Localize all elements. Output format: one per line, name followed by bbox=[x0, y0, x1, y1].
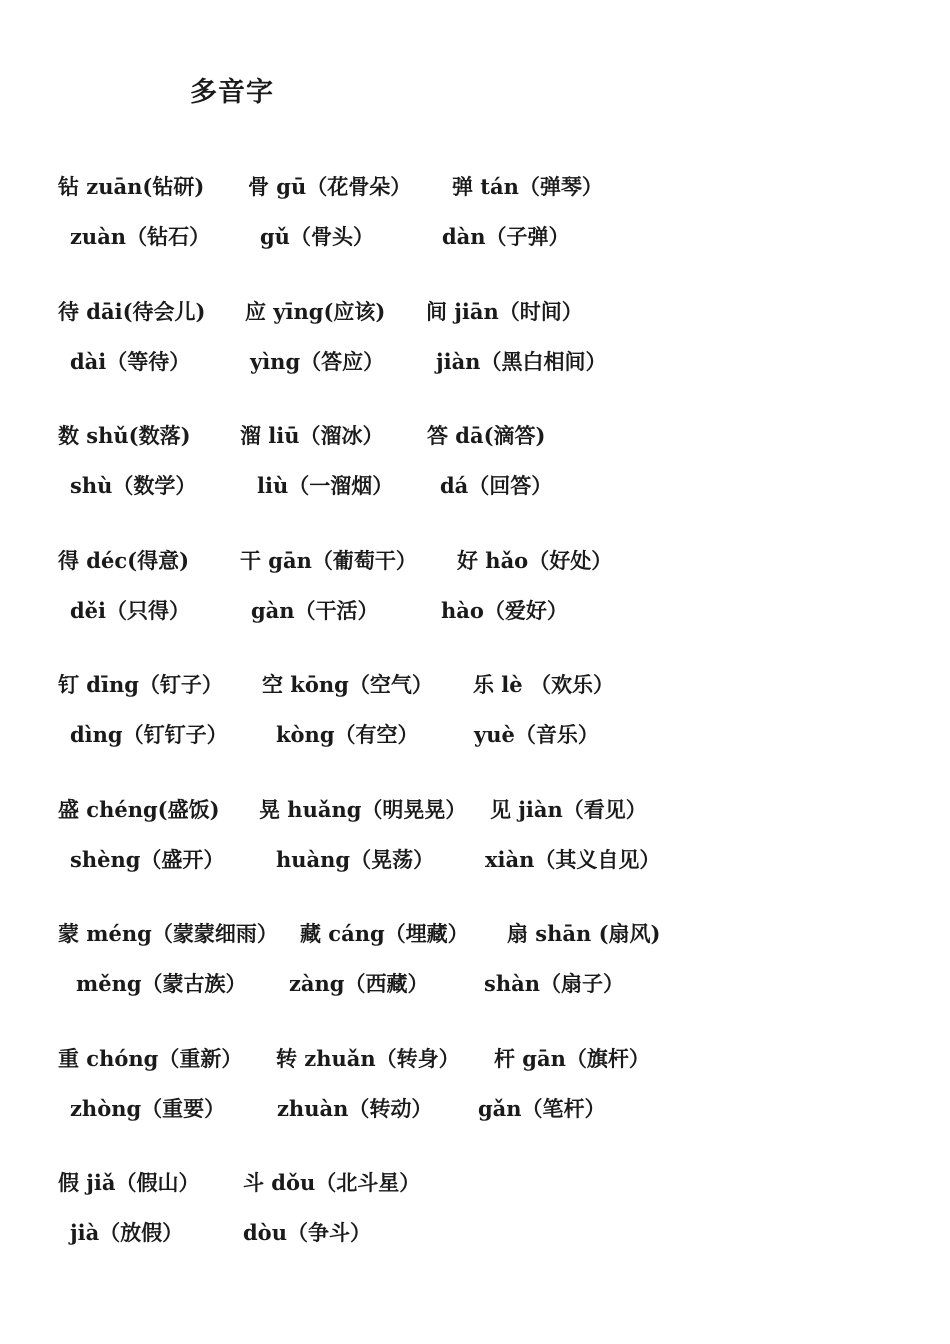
polyphone-entry: 弹 tán（弹琴） bbox=[452, 174, 603, 199]
polyphone-entry: 应 yīng(应该) bbox=[245, 299, 386, 324]
polyphone-entry: jià（放假） bbox=[70, 1220, 184, 1245]
polyphone-entry: 蒙 méng（蒙蒙细雨） bbox=[58, 921, 278, 946]
polyphone-entry: 待 dāi(待会儿) bbox=[58, 299, 206, 324]
group-line-primary bbox=[0, 795, 950, 825]
polyphone-entry: liù（一溜烟） bbox=[257, 473, 394, 498]
polyphone-entry: kòng（有空） bbox=[276, 722, 419, 747]
polyphone-entry: 得 déc(得意) bbox=[58, 548, 190, 573]
polyphone-entry: 扇 shān (扇风) bbox=[507, 921, 661, 946]
group-line-primary bbox=[0, 1168, 950, 1198]
group-line-secondary bbox=[0, 720, 950, 750]
group-line-primary bbox=[0, 172, 950, 202]
polyphone-group-8 bbox=[0, 1044, 950, 1144]
group-line-primary bbox=[0, 919, 950, 949]
polyphone-entry: zhuàn（转动） bbox=[277, 1096, 433, 1121]
polyphone-entry: huàng（晃荡） bbox=[276, 847, 435, 872]
polyphone-entry: 间 jiān（时间） bbox=[426, 299, 583, 324]
polyphone-entry: 空 kōng（空气） bbox=[262, 672, 433, 697]
group-line-secondary bbox=[0, 596, 950, 626]
polyphone-group-4 bbox=[0, 546, 950, 646]
polyphone-entry: gǎn（笔杆） bbox=[478, 1096, 606, 1121]
polyphone-entry: dìng（钉钉子） bbox=[70, 722, 228, 747]
polyphone-group-2 bbox=[0, 297, 950, 397]
polyphone-entry: dá（回答） bbox=[440, 473, 553, 498]
polyphone-entry: 数 shǔ(数落) bbox=[58, 423, 191, 448]
group-line-secondary bbox=[0, 222, 950, 252]
polyphone-entry: shèng（盛开） bbox=[70, 847, 225, 872]
polyphone-entry: 晃 huǎng（明晃晃） bbox=[259, 797, 467, 822]
polyphone-entry: hào（爱好） bbox=[441, 598, 568, 623]
polyphone-entry: dòu（争斗） bbox=[243, 1220, 371, 1245]
polyphone-entry: 见 jiàn（看见） bbox=[490, 797, 647, 822]
polyphone-entry: 重 chóng（重新） bbox=[58, 1046, 243, 1071]
polyphone-entry: 钻 zuān(钻研) bbox=[58, 174, 205, 199]
polyphone-entry: měng（蒙古族） bbox=[76, 971, 247, 996]
polyphone-entry: 乐 lè （欢乐） bbox=[473, 672, 614, 697]
polyphone-entry: zàng（西藏） bbox=[289, 971, 429, 996]
polyphone-entry: yìng（答应） bbox=[250, 349, 385, 374]
polyphone-entry: děi（只得） bbox=[70, 598, 191, 623]
polyphone-entry: zuàn（钻石） bbox=[70, 224, 211, 249]
group-line-secondary bbox=[0, 347, 950, 377]
polyphone-group-6 bbox=[0, 795, 950, 895]
polyphone-entry: 好 hǎo（好处） bbox=[457, 548, 613, 573]
group-line-primary bbox=[0, 1044, 950, 1074]
polyphone-entry: 溜 liū（溜冰） bbox=[240, 423, 384, 448]
group-line-primary bbox=[0, 546, 950, 576]
polyphone-entry: yuè（音乐） bbox=[474, 722, 599, 747]
polyphone-entry: xiàn（其义自见） bbox=[485, 847, 661, 872]
polyphone-entry: 钉 dīng（钉子） bbox=[58, 672, 223, 697]
group-line-secondary bbox=[0, 845, 950, 875]
polyphone-entry: 答 dā(滴答) bbox=[427, 423, 546, 448]
polyphone-entry: 骨 gū（花骨朵） bbox=[248, 174, 412, 199]
polyphone-entry: 藏 cáng（埋藏） bbox=[300, 921, 469, 946]
polyphone-group-7 bbox=[0, 919, 950, 1019]
polyphone-entry: gàn（干活） bbox=[251, 598, 379, 623]
polyphone-entry: shù（数学） bbox=[70, 473, 197, 498]
group-line-primary bbox=[0, 297, 950, 327]
polyphone-group-3 bbox=[0, 421, 950, 521]
polyphone-entry: 转 zhuǎn（转身） bbox=[276, 1046, 460, 1071]
group-line-secondary bbox=[0, 969, 950, 999]
group-line-primary bbox=[0, 421, 950, 451]
group-line-secondary bbox=[0, 1218, 950, 1248]
polyphone-entry: 杆 gān（旗杆） bbox=[494, 1046, 650, 1071]
group-line-secondary bbox=[0, 1094, 950, 1124]
polyphone-entry: shàn（扇子） bbox=[484, 971, 624, 996]
polyphone-group-9 bbox=[0, 1168, 950, 1268]
polyphone-entry: 盛 chéng(盛饭) bbox=[58, 797, 220, 822]
polyphone-entry: zhòng（重要） bbox=[70, 1096, 226, 1121]
group-line-primary bbox=[0, 670, 950, 700]
polyphone-entry: dàn（子弹） bbox=[442, 224, 570, 249]
group-line-secondary bbox=[0, 471, 950, 501]
polyphone-entry: dài（等待） bbox=[70, 349, 191, 374]
polyphone-group-5 bbox=[0, 670, 950, 770]
polyphone-entry: gǔ（骨头） bbox=[260, 224, 374, 249]
page-title: 多音字 bbox=[190, 77, 274, 108]
polyphone-group-1 bbox=[0, 172, 950, 272]
polyphone-entry: 假 jiǎ（假山） bbox=[58, 1170, 200, 1195]
polyphone-entry: 干 gān（葡萄干） bbox=[240, 548, 417, 573]
polyphone-entry: 斗 dǒu（北斗星） bbox=[243, 1170, 421, 1195]
polyphone-entry: jiàn（黑白相间） bbox=[436, 349, 607, 374]
